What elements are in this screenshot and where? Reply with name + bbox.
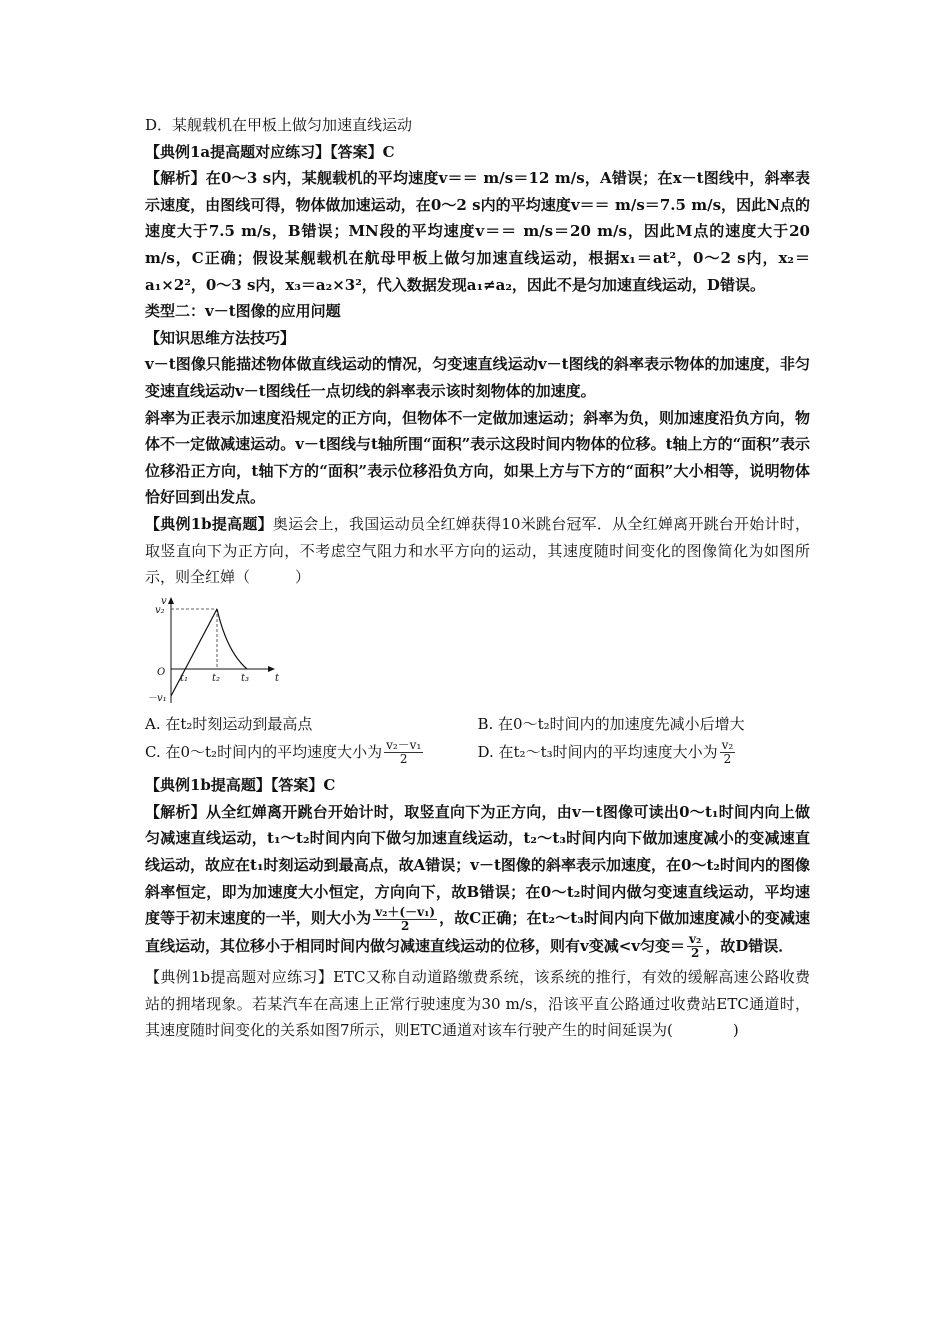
option-a[interactable]: A. 在t₂时刻运动到最高点 [145,714,313,733]
analysis-part-3: ，故D错误． [705,936,794,955]
options-row-2 [145,739,810,767]
option-d-text: D. 在t₂～t₃时间内的平均速度大小为 [477,742,718,761]
option-c-numerator: v₂－v₁ [386,738,422,753]
option-d-fraction [720,739,736,766]
analysis-part-1: 【解析】从全红婵离开跳台开始计时，取竖直向下为正方向，由v－t图像可读出0～t₁时间内向上做匀减速直线运动，t₁～t₂时间内向下做匀加速直线运动，t₂～t₃时间内向下做加速度减小的变减速直线运动，故应在t₁时刻运动到最高点，故A错误；v－t图像的斜率表示加速度，在0～t₂时间内的图像斜率恒定，即为加速度大小恒定，方向向下，故B错误；在0～t₂时间内做匀变速直线运动，平均速度等于初末速度的一半，则大小为 [145,802,810,928]
option-c-denominator: 2 [399,752,408,767]
option-c-fraction [384,739,423,766]
vt-linear-segment [171,609,217,696]
example-1b-label: 【典例1b提高题】 [145,514,273,533]
t2-label: t₂ [212,672,221,684]
t3-label: t₃ [241,672,250,684]
t-axis-arrow [268,666,275,672]
option-c-text: C. 在0～t₂时间内的平均速度大小为 [145,742,383,761]
vt-graph [145,595,285,707]
method-tips-title: 【知识思维方法技巧】 [145,328,296,347]
option-d-numerator: v₂ [721,738,734,753]
vt-curve-segment [217,609,247,669]
options-row-1 [145,711,810,737]
analysis-inequality: v变减<v匀变＝ [580,936,686,955]
neg-v1-label: －v₁ [147,692,167,704]
origin-label: O [157,666,166,678]
option-c[interactable] [145,739,478,767]
analysis-fraction-2-numerator: v₂ [689,932,702,947]
analysis-fraction-2 [687,933,703,960]
example-1b-question [145,511,810,591]
example-1a-answer-heading: 【典例1a提高题对应练习】【答案】C [145,142,395,161]
option-d-text: D．某舰载机在甲板上做匀加速直线运动 [145,116,413,134]
option-d[interactable] [478,739,811,767]
option-b[interactable]: B. 在0～t₂时间内的加速度先减小后增大 [477,714,745,733]
document-page [145,112,810,1044]
example-1b-analysis [145,799,810,960]
example-1b-answer-heading: 【典例1b提高题】【答案】C [145,776,336,795]
method-paragraph-1: v－t图像只能描述物体做直线运动的情况，匀变速直线运动v－t图线的斜率表示物体的加速度，非匀变速直线运动v－t图线任一点切线的斜率表示该时刻物体的加速度。 [145,355,810,400]
v-axis-arrow [168,597,174,604]
method-paragraph-2: 斜率为正表示加速度沿规定的正方向，但物体不一定做加速运动；斜率为负，则加速度沿负方向，物体不一定做减速运动。v－t图线与t轴所围“面积”表示这段时间内物体的位移。t轴上方的“面积”表示位移沿正方向，t轴下方的“面积”表示位移沿负方向，如果上方与下方的“面积”大小相等，说明物体恰好回到出发点。 [145,408,810,507]
axis-t-label: t [275,672,280,684]
option-d-denominator: 2 [723,752,732,767]
vt-graph-figure [145,595,285,707]
example-1b-practice: 【典例1b提高题对应练习】ETC又称自动道路缴费系统，该系统的推行，有效的缓解高速公路收费站的拥堵现象。若某汽车在高速上正常行驶速度为30 m/s，沿该平直公路通过收费站ETC通道时，其速度随时间变化的关系如图7所示，则ETC通道对该车行驶产生的时间延误为( ) [145,968,810,1040]
analysis-fraction-1 [373,906,437,933]
analysis-fraction-2-denominator: 2 [690,946,700,961]
analysis-part-2: ，故C正确；在t₂～t₃时间内向下做加速度减小的变减速直线运动，其位移小于相同时间内做匀减速直线运动的位移，则有 [145,909,810,955]
example-1a-analysis: 【解析】在0～3 s内，某舰载机的平均速度v＝＝ m/s＝12 m/s，A错误；在x－t图线中，斜率表示速度，由图线可得，物体做加速运动，在0～2 s内的平均速度v＝＝ m/s＝7.5 m/s，因此N点的速度大于7.5 m/s，B错误；MN段的平均速度v＝＝ m/s＝20 m/s，因此M点的速度大于20 m/s，C正确；假设某舰载机在航母甲板上做匀加速直线运动，根据x₁＝at²，0～2 s内，x₂＝a₁×2²，0～3 s内，x₃＝a₂×3²，代入数据发现a₁≠a₂，因此不是匀加速直线运动，D错误。 [145,169,810,294]
axis-v-label: v [161,595,167,607]
t1-label: t₁ [180,672,189,684]
example-1b-stem: 奥运会上，我国运动员全红婵获得10米跳台冠军．从全红婵离开跳台开始计时，取竖直向下为正方向，不考虑空气阻力和水平方向的运动，其速度随时间变化的图像简化为如图所示，则全红婵（ ） [145,514,810,587]
section-type2-title: 类型二：v－t图像的应用问题 [145,302,341,321]
v2-label: v₂ [155,604,165,616]
analysis-fraction-1-numerator: v₂＋(－v₁) [375,904,436,919]
analysis-fraction-1-denominator: 2 [400,918,410,933]
